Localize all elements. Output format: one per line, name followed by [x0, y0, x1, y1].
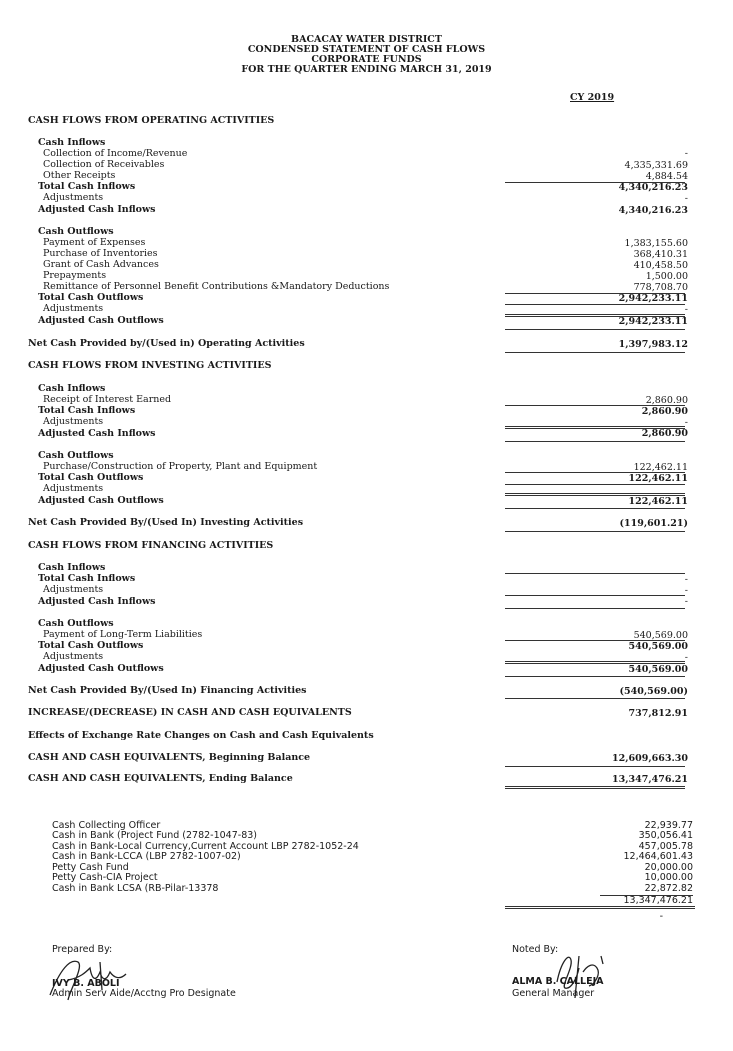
fin-net: Net Cash Provided By/(Used In) Financing Activities: [28, 685, 307, 696]
inv-adjustments-value: -: [684, 417, 688, 428]
op-net-value: 1,397,983.12: [618, 339, 688, 350]
op-grant-advances-value: 410,458.50: [633, 260, 688, 271]
noted-label: Noted By:: [512, 944, 559, 955]
op-total-outflows: Total Cash Outflows: [38, 292, 144, 303]
breakdown-dash: -: [659, 911, 663, 922]
prepared-name: IVY B. ABOLI: [52, 978, 120, 989]
inv-outflows-label: Cash Outflows: [38, 450, 114, 461]
op-adjustments2-value: -: [684, 304, 688, 315]
breakdown-label: Cash Collecting Officer: [52, 820, 161, 831]
op-payment-expenses-value: 1,383,155.60: [624, 238, 688, 249]
op-purchase-inventories: Purchase of Inventories: [43, 248, 158, 259]
op-adjustments2: Adjustments: [43, 303, 104, 314]
op-adjusted-inflows-value: 4,340,216.23: [618, 205, 688, 216]
fin-adjusted-inflows-value: -: [684, 596, 688, 607]
fin-total-inflows: Total Cash Inflows: [38, 573, 136, 584]
rule: [505, 304, 685, 305]
fin-adjustments2-value: -: [684, 652, 688, 663]
noted-name: ALMA B. CALLEJA: [512, 976, 604, 987]
fin-payment-lt: Payment of Long-Term Liabilities: [43, 629, 203, 640]
op-inflows-label: Cash Inflows: [38, 137, 106, 148]
op-grant-advances: Grant of Cash Advances: [43, 259, 159, 270]
inv-purchase-ppe: Purchase/Construction of Property, Plant and Equipment: [43, 461, 318, 472]
inv-total-inflows-value: 2,860.90: [641, 406, 688, 417]
fin-total-outflows: Total Cash Outflows: [38, 640, 144, 651]
breakdown-label: Petty Cash Fund: [52, 862, 129, 873]
statement-title: CONDENSED STATEMENT OF CASH FLOWS: [247, 44, 486, 55]
op-collection-income: Collection of Income/Revenue: [43, 148, 188, 159]
op-purchase-inventories-value: 368,410.31: [633, 249, 688, 260]
fin-total-outflows-value: 540,569.00: [628, 641, 688, 652]
inv-adjustments2: Adjustments: [43, 483, 104, 494]
breakdown-value: 457,005.78: [638, 841, 693, 852]
inv-adjusted-inflows: Adjusted Cash Inflows: [38, 428, 156, 439]
op-adjusted-inflows: Adjusted Cash Inflows: [38, 204, 156, 215]
op-net: Net Cash Provided by/(Used in) Operating Activities: [28, 338, 305, 349]
fin-adjustments-value: -: [684, 585, 688, 596]
period-title: FOR THE QUARTER ENDING MARCH 31, 2019: [241, 64, 492, 75]
op-remittance: Remittance of Personnel Benefit Contributions &Mandatory Deductions: [43, 281, 390, 292]
op-collection-receivables-value: 4,335,331.69: [624, 160, 688, 171]
inv-receipt-interest: Receipt of Interest Earned: [43, 394, 172, 405]
op-prepayments-value: 1,500.00: [645, 271, 688, 282]
breakdown-total: 13,347,476.21: [623, 895, 693, 906]
rule: [505, 698, 685, 699]
inv-net: Net Cash Provided By/(Used In) Investing Activities: [28, 517, 304, 528]
inv-adjusted-inflows-value: 2,860.90: [641, 428, 688, 439]
breakdown-value: 20,000.00: [644, 862, 693, 873]
noted-title: General Manager: [512, 988, 595, 999]
rule: [505, 329, 685, 330]
inv-inflows-label: Cash Inflows: [38, 383, 106, 394]
ending-label: CASH AND CASH EQUIVALENTS, Ending Balance: [28, 773, 293, 784]
inv-adjusted-outflows: Adjusted Cash Outflows: [38, 495, 164, 506]
fin-adjusted-outflows: Adjusted Cash Outflows: [38, 663, 164, 674]
inv-purchase-ppe-value: 122,462.11: [633, 462, 688, 473]
column-header: CY 2019: [570, 92, 615, 103]
rule: [505, 573, 685, 574]
fin-net-value: (540,569.00): [619, 686, 688, 697]
inv-total-outflows-value: 122,462.11: [628, 473, 688, 484]
breakdown-value: 10,000.00: [644, 872, 693, 883]
investing-title: CASH FLOWS FROM INVESTING ACTIVITIES: [28, 360, 272, 371]
fin-adjustments: Adjustments: [43, 584, 104, 595]
rule: [505, 906, 695, 909]
inv-total-inflows: Total Cash Inflows: [38, 405, 136, 416]
fund-title: CORPORATE FUNDS: [311, 54, 422, 65]
ending-value: 13,347,476.21: [611, 774, 688, 785]
op-total-inflows: Total Cash Inflows: [38, 181, 136, 192]
op-adjustments-value: -: [684, 193, 688, 204]
rule: [505, 352, 685, 353]
op-total-outflows-value: 2,942,233.11: [618, 293, 688, 304]
rule: [505, 595, 685, 596]
breakdown-value: 12,464,601.43: [623, 851, 693, 862]
rule: [505, 441, 685, 442]
rule: [505, 676, 685, 677]
fin-payment-lt-value: 540,569.00: [633, 630, 688, 641]
breakdown-label: Cash in Bank-LCCA (LBP 2782-1007-02): [52, 851, 241, 862]
op-outflows-label: Cash Outflows: [38, 226, 114, 237]
breakdown-label: Cash in Bank-Local Currency,Current Account LBP 2782-1052-24: [52, 841, 359, 852]
op-prepayments: Prepayments: [43, 270, 107, 281]
operating-title: CASH FLOWS FROM OPERATING ACTIVITIES: [28, 115, 275, 126]
breakdown-label: Petty Cash-CIA Project: [52, 872, 158, 883]
op-total-inflows-value: 4,340,216.23: [618, 182, 688, 193]
rule: [505, 508, 685, 509]
breakdown-label: Cash in Bank LCSA (RB-Pilar-13378: [52, 883, 219, 894]
fin-adjusted-outflows-value: 540,569.00: [628, 664, 688, 675]
op-adjustments: Adjustments: [43, 192, 104, 203]
op-adjusted-outflows: Adjusted Cash Outflows: [38, 315, 164, 326]
beginning-label: CASH AND CASH EQUIVALENTS, Beginning Balance: [28, 752, 311, 763]
inv-adjustments: Adjustments: [43, 416, 104, 427]
op-payment-expenses: Payment of Expenses: [43, 237, 146, 248]
op-other-receipts-value: 4,884.54: [645, 171, 688, 182]
prepared-label: Prepared By:: [52, 944, 113, 955]
op-collection-receivables: Collection of Receivables: [43, 159, 165, 170]
op-collection-income-value: -: [684, 148, 688, 159]
rule: [505, 766, 685, 767]
fin-adjusted-inflows: Adjusted Cash Inflows: [38, 596, 156, 607]
inv-receipt-interest-value: 2,860.90: [645, 395, 688, 406]
fin-total-inflows-value: -: [684, 574, 688, 585]
increase-label: INCREASE/(DECREASE) IN CASH AND CASH EQUIVALENTS: [28, 707, 352, 718]
fin-adjustments2: Adjustments: [43, 651, 104, 662]
rule: [505, 531, 685, 532]
breakdown-value: 22,939.77: [644, 820, 693, 831]
beginning-value: 12,609,663.30: [611, 753, 688, 764]
breakdown-label: Cash in Bank (Project Fund (2782-1047-83): [52, 830, 257, 841]
rule: [505, 786, 685, 789]
op-adjusted-outflows-value: 2,942,233.11: [618, 316, 688, 327]
fin-outflows-label: Cash Outflows: [38, 618, 114, 629]
fx-label: Effects of Exchange Rate Changes on Cash and Cash Equivalents: [28, 730, 374, 741]
rule: [505, 484, 685, 485]
breakdown-value: 22,872.82: [644, 883, 693, 894]
inv-net-value: (119,601.21): [619, 518, 688, 529]
financing-title: CASH FLOWS FROM FINANCING ACTIVITIES: [28, 540, 274, 551]
inv-total-outflows: Total Cash Outflows: [38, 472, 144, 483]
increase-value: 737,812.91: [628, 708, 688, 719]
op-remittance-value: 778,708.70: [633, 282, 688, 293]
inv-adjusted-outflows-value: 122,462.11: [628, 496, 688, 507]
company-name: BACACAY WATER DISTRICT: [291, 34, 442, 45]
prepared-title: Admin Serv Aide/Acctng Pro Designate: [52, 988, 236, 999]
op-other-receipts: Other Receipts: [43, 170, 116, 181]
fin-inflows-label: Cash Inflows: [38, 562, 106, 573]
breakdown-value: 350,056.41: [638, 830, 693, 841]
rule: [505, 608, 685, 609]
